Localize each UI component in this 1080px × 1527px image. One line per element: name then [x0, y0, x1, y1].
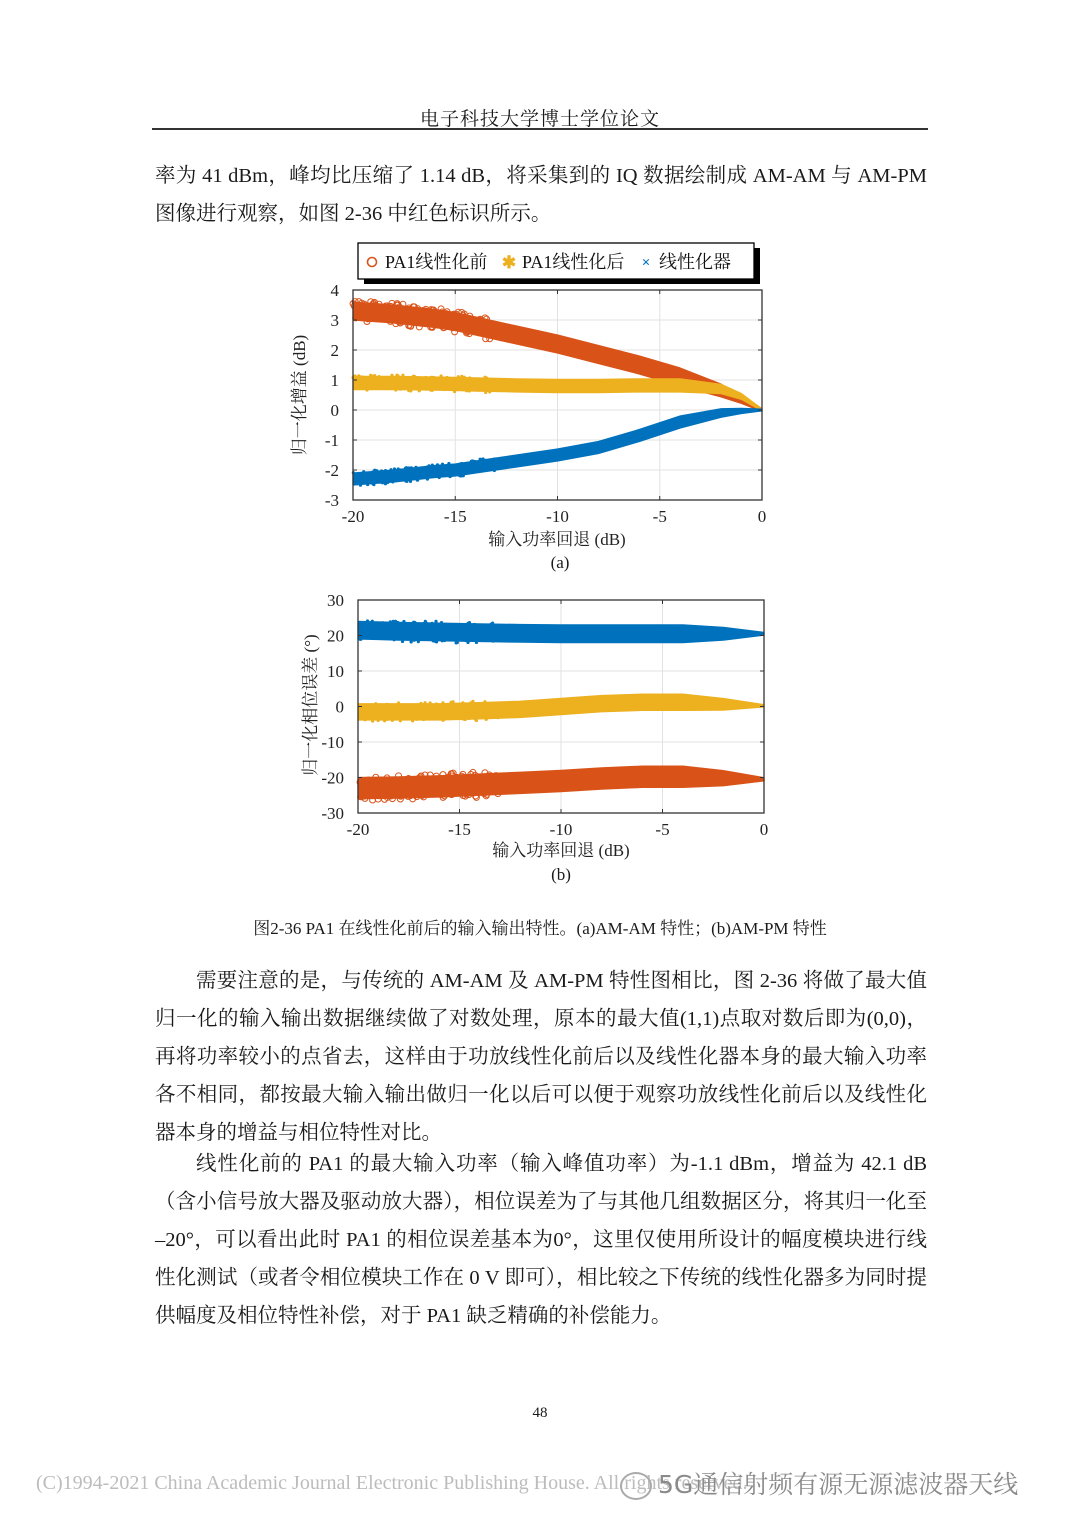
svg-text:-30: -30 — [321, 804, 344, 823]
y-axis-label-b: 归一化相位误差 (°) — [301, 634, 320, 776]
svg-text:PA1线性化前: PA1线性化前 — [385, 252, 488, 272]
svg-text:-2: -2 — [324, 461, 339, 480]
svg-text:30: 30 — [327, 591, 344, 610]
wechat-icon — [620, 1472, 652, 1500]
svg-text:×: × — [641, 255, 651, 271]
header-rule — [152, 128, 928, 130]
svg-text:-20: -20 — [341, 507, 365, 526]
copyright-footer: (C)1994-2021 China Academic Journal Electronic Publishing House. All rights reserved. — [36, 1472, 748, 1494]
legend — [368, 252, 732, 272]
paragraph-text: 线性化前的 PA1 的最大输入功率（输入峰值功率）为-1.1 dBm，增益为 42.1 dB（含小信号放大器及驱动放大器），相位误差为了与其他几组数据区分，将其归一化至 –20°，可以看出此时 PA1 的相位误差基本为0°，这里仅使用所设计的幅度模块进行线性化测试（或者令相位模块工作在 0 V 即可），相比较之下传统的线性化器多为同时提供幅度及相位特性补偿，对于 PA1 缺乏精确的补偿能力。 — [155, 1153, 927, 1327]
chart-am-am — [270, 240, 790, 560]
y-axis-label-a: 归一化增益 (dB) — [290, 334, 309, 456]
paragraph-3 — [155, 1145, 927, 1335]
svg-text:0: 0 — [330, 401, 339, 420]
x-axis-label-b: 输入功率回退 (dB) — [492, 841, 630, 860]
chart-am-pm — [270, 585, 790, 865]
page-number: 48 — [532, 1405, 548, 1421]
svg-text:-15: -15 — [448, 820, 471, 839]
svg-text:-20: -20 — [321, 768, 344, 788]
subfigure-label-a: (a) — [550, 553, 570, 572]
paragraph-text: 率为 41 dBm，峰均比压缩了 1.14 dB，将采集到的 IQ 数据绘制成 AM-AM 与 AM-PM 图像进行观察，如图 2-36 中红色标识所示。 — [155, 165, 927, 225]
svg-text:✱: ✱ — [501, 253, 517, 272]
wechat-watermark — [620, 1465, 1018, 1501]
svg-text:-20: -20 — [346, 820, 370, 839]
paragraph-text: 需要注意的是，与传统的 AM-AM 及 AM-PM 特性图相比，图 2-36 将做了最大值归一化的输入输出数据继续做了对数处理，原本的最大值(1,1)点取对数后即为(0,0)，再将功率较小的点省去，这样由于功放线性化前后以及线性化器本身的最大输入功率各不相同，都按最大输入输出做归一化以后可以便于观察功放线性化前后以及线性化器本身的增益与相位特性对比。 — [155, 970, 927, 1144]
svg-text:PA1线性化后: PA1线性化后 — [522, 252, 625, 272]
svg-text:10: 10 — [327, 662, 344, 681]
svg-text:20: 20 — [327, 626, 344, 646]
svg-text:4: 4 — [330, 281, 339, 300]
running-header: 电子科技大学博士学位论文 — [419, 109, 660, 130]
svg-text:1: 1 — [330, 371, 339, 390]
svg-text:0: 0 — [757, 507, 767, 526]
figure-caption: 图2-36 PA1 在线性化前后的输入输出特性。(a)AM-AM 特性；(b)AM-PM 特性 — [253, 919, 827, 938]
svg-text:2: 2 — [330, 341, 339, 360]
paragraph-2 — [155, 962, 927, 1152]
svg-text:-5: -5 — [652, 507, 667, 526]
watermark-text: 5G通信射频有源无源滤波器天线 — [658, 1470, 1019, 1499]
svg-text:-10: -10 — [546, 507, 569, 526]
data-bands-a — [350, 299, 762, 487]
svg-text:-10: -10 — [321, 733, 344, 752]
svg-text:3: 3 — [330, 311, 339, 330]
paragraph-1 — [155, 157, 927, 233]
svg-text:-10: -10 — [549, 820, 573, 839]
svg-text:-3: -3 — [324, 491, 339, 510]
svg-text:-15: -15 — [443, 507, 467, 526]
x-axis-label-a: 输入功率回退 (dB) — [488, 530, 626, 549]
svg-text:-1: -1 — [324, 431, 339, 450]
svg-text:线性化器: 线性化器 — [659, 252, 731, 272]
svg-text:0: 0 — [759, 820, 769, 839]
svg-text:0: 0 — [335, 697, 344, 717]
svg-text:-5: -5 — [655, 820, 670, 839]
subfigure-label-b: (b) — [551, 865, 571, 884]
